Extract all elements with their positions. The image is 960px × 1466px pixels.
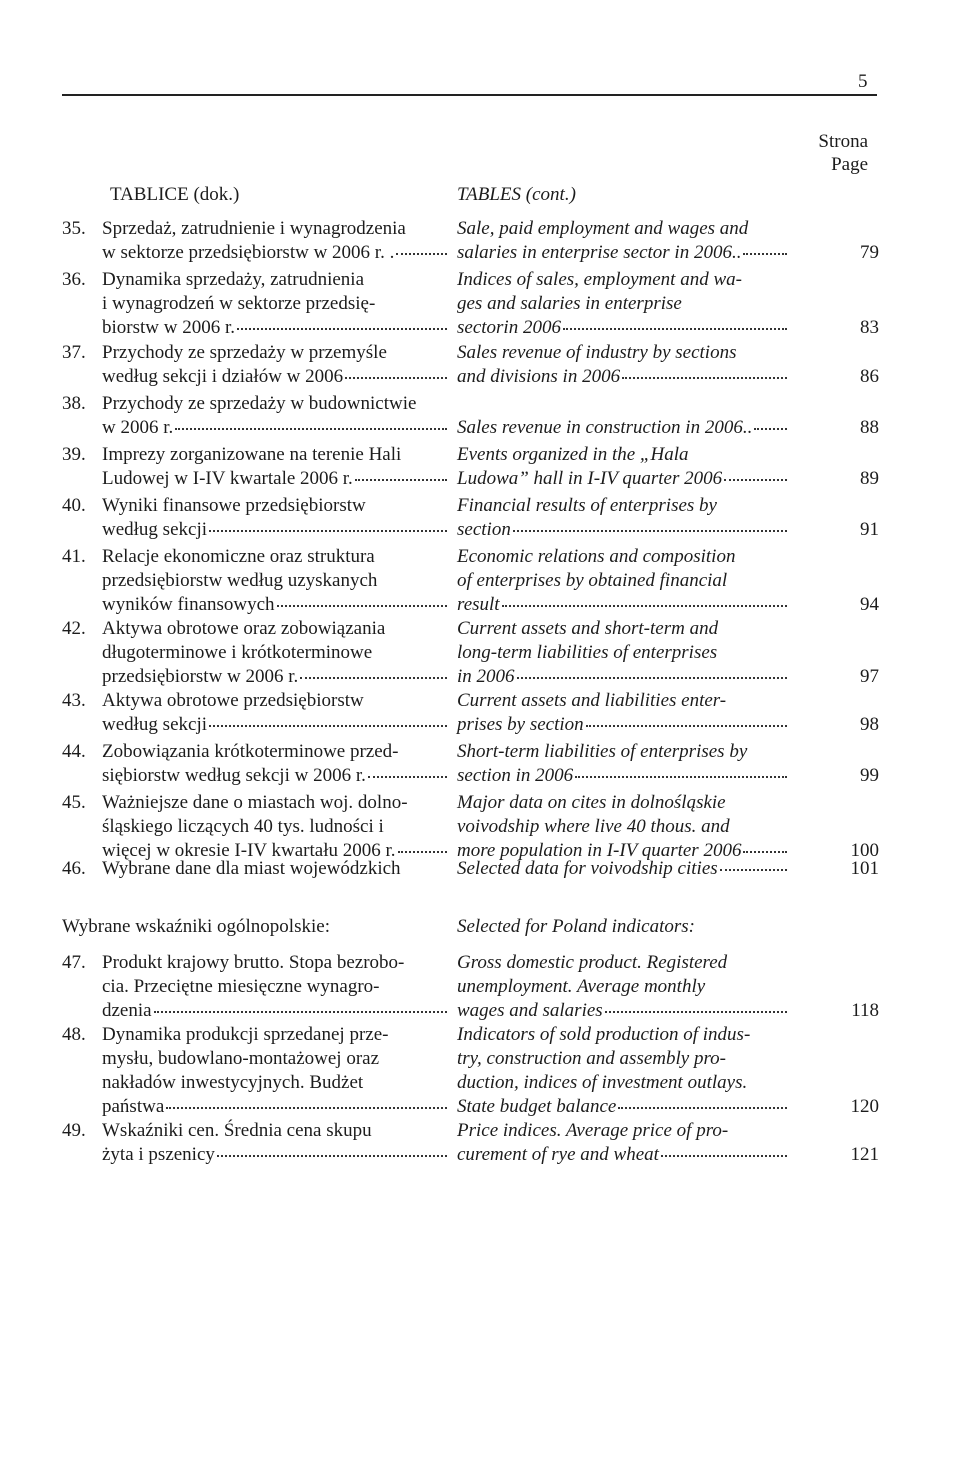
toc-line: section xyxy=(457,519,511,540)
toc-entry-title-en xyxy=(457,951,787,1023)
toc-line: wyników finansowych xyxy=(102,594,275,615)
toc-line: duction, indices of investment outlays. xyxy=(457,1072,748,1093)
toc-entry-number: 35. xyxy=(62,218,86,239)
section-heading-en: Selected for Poland indicators: xyxy=(457,916,695,937)
dot-leader xyxy=(618,1095,787,1109)
dot-leader xyxy=(720,857,787,871)
toc-line: wages and salaries xyxy=(457,1000,603,1021)
toc-entry-title-pl xyxy=(102,689,447,737)
toc-line: Dynamika produkcji sprzedanej prze- xyxy=(102,1024,389,1045)
toc-line: w 2006 r. xyxy=(102,417,174,438)
toc-entry-number: 41. xyxy=(62,546,86,567)
toc-entry-page: 79 xyxy=(860,242,879,263)
toc-line: Ludowa” hall in I-IV quarter 2006 xyxy=(457,468,723,489)
toc-entry-number: 44. xyxy=(62,741,86,762)
toc-line: śląskiego liczących 40 tys. ludności i xyxy=(102,816,384,837)
toc-line: w sektorze przedsiębiorstw w 2006 r. . xyxy=(102,242,395,263)
toc-entry-title-pl xyxy=(102,1119,447,1167)
toc-line: result xyxy=(457,594,500,615)
toc-entry-page: 120 xyxy=(850,1096,879,1117)
toc-line: try, construction and assembly pro- xyxy=(457,1048,726,1069)
dot-leader xyxy=(398,839,447,853)
toc-entry-number: 39. xyxy=(62,444,86,465)
toc-entry-title-pl xyxy=(102,857,447,881)
dot-leader xyxy=(237,316,447,330)
toc-line: Wyniki finansowe przedsiębiorstw xyxy=(102,495,366,516)
toc-entry-number: 49. xyxy=(62,1120,86,1141)
toc-line: more population in I-IV quarter 2006 xyxy=(457,840,742,861)
toc-line: Aktywa obrotowe przedsiębiorstw xyxy=(102,690,364,711)
toc-line: voivodship where live 40 thous. and xyxy=(457,816,730,837)
toc-entry-title-en xyxy=(457,268,787,340)
toc-line: unemployment. Average monthly xyxy=(457,976,706,997)
toc-entry-page: 94 xyxy=(860,594,879,615)
toc-entry-page: 121 xyxy=(850,1144,879,1165)
dot-leader xyxy=(575,764,787,778)
toc-line: długoterminowe i krótkoterminowe xyxy=(102,642,373,663)
dot-leader xyxy=(724,467,787,481)
dot-leader xyxy=(517,665,787,679)
dot-leader xyxy=(743,839,787,853)
toc-entry-title-pl xyxy=(102,268,447,340)
toc-entry-page: 88 xyxy=(860,417,879,438)
toc-entry-title-pl xyxy=(102,392,447,440)
toc-line: Ludowej w I-IV kwartale 2006 r. xyxy=(102,468,353,489)
toc-line: ges and salaries in enterprise xyxy=(457,293,682,314)
toc-entry-title-pl xyxy=(102,545,447,617)
toc-entry-page: 89 xyxy=(860,468,879,489)
toc-line: Sale, paid employment and wages and xyxy=(457,218,749,239)
toc-line: Indicators of sold production of indus- xyxy=(457,1024,751,1045)
toc-entry-title-en xyxy=(457,857,787,881)
toc-entry-title-en xyxy=(457,545,787,617)
dot-leader xyxy=(175,416,447,430)
toc-entry-page: 101 xyxy=(850,858,879,879)
toc-entry-title-pl xyxy=(102,1023,447,1119)
section-heading-pl: Wybrane wskaźniki ogólnopolskie: xyxy=(62,916,330,937)
toc-line: żyta i pszenicy xyxy=(102,1144,215,1165)
toc-entry-title-en xyxy=(457,617,787,689)
toc-entry-number: 43. xyxy=(62,690,86,711)
toc-line: Major data on cites in dolnośląskie xyxy=(457,792,726,813)
toc-line: Price indices. Average price of pro- xyxy=(457,1120,729,1141)
toc-line: Current assets and liabilities enter- xyxy=(457,690,727,711)
toc-entry-title-pl xyxy=(102,341,447,389)
page-number: 5 xyxy=(858,71,868,92)
toc-entry-title-pl xyxy=(102,443,447,491)
toc-line: Relacje ekonomiczne oraz struktura xyxy=(102,546,375,567)
dot-leader xyxy=(355,467,447,481)
dot-leader xyxy=(277,593,447,607)
dot-leader xyxy=(396,241,447,255)
toc-line: Dynamika sprzedaży, zatrudnienia xyxy=(102,269,365,290)
toc-entry-page: 86 xyxy=(860,366,879,387)
toc-entry-title-pl xyxy=(102,617,447,689)
toc-line: Events organized in the „Hala xyxy=(457,444,689,465)
toc-line: and divisions in 2006 xyxy=(457,366,621,387)
toc-entry-title-pl xyxy=(102,494,447,542)
toc-line: curement of rye and wheat xyxy=(457,1144,659,1165)
toc-line: State budget balance xyxy=(457,1096,617,1117)
toc-entry-title-pl xyxy=(102,740,447,788)
toc-line: Financial results of enterprises by xyxy=(457,495,717,516)
toc-line: of enterprises by obtained financial xyxy=(457,570,728,591)
toc-line: Economic relations and composition xyxy=(457,546,736,567)
toc-line: według sekcji xyxy=(102,714,208,735)
dot-leader xyxy=(217,1143,447,1157)
dot-leader xyxy=(622,365,787,379)
dot-leader xyxy=(513,518,787,532)
toc-line: siębiorstw według sekcji w 2006 r. xyxy=(102,765,366,786)
toc-entry-number: 42. xyxy=(62,618,86,639)
toc-line: mysłu, budowlano-montażowej oraz xyxy=(102,1048,380,1069)
dot-leader xyxy=(166,1095,447,1109)
column-header-pl: Strona xyxy=(818,131,868,152)
toc-line: Sales revenue of industry by sections xyxy=(457,342,737,363)
toc-line: Gross domestic product. Registered xyxy=(457,952,728,973)
toc-line: według sekcji i działów w 2006 xyxy=(102,366,344,387)
toc-line: więcej w okresie I-IV kwartału 2006 r. xyxy=(102,840,396,861)
toc-line: long-term liabilities of enterprises xyxy=(457,642,718,663)
dot-leader xyxy=(502,593,787,607)
toc-line: Sprzedaż, zatrudnienie i wynagrodzenia xyxy=(102,218,406,239)
toc-entry-number: 47. xyxy=(62,952,86,973)
toc-line: Produkt krajowy brutto. Stopa bezrobo- xyxy=(102,952,405,973)
toc-line: in 2006 xyxy=(457,666,515,687)
toc-entry-title-en xyxy=(457,341,787,389)
toc-entry-page: 83 xyxy=(860,317,879,338)
dot-leader xyxy=(743,241,787,255)
toc-entry-page: 97 xyxy=(860,666,879,687)
column-header-en: Page xyxy=(831,154,868,175)
dot-leader xyxy=(563,316,787,330)
toc-line: biorstw w 2006 r. xyxy=(102,317,235,338)
dot-leader xyxy=(754,416,787,430)
toc-line: państwa xyxy=(102,1096,165,1117)
toc-line: Przychody ze sprzedaży w przemyśle xyxy=(102,342,387,363)
toc-entry-title-en xyxy=(457,689,787,737)
toc-entry-title-en xyxy=(457,443,787,491)
toc-entry-title-en xyxy=(457,392,787,440)
dot-leader xyxy=(300,665,447,679)
tables-heading-pl: TABLICE (dok.) xyxy=(110,184,240,205)
toc-entry-number: 38. xyxy=(62,393,86,414)
dot-leader xyxy=(209,518,447,532)
page-column-header xyxy=(700,130,868,176)
toc-line: Zobowiązania krótkoterminowe przed- xyxy=(102,741,399,762)
toc-entry-title-en xyxy=(457,791,787,863)
dot-leader xyxy=(586,713,787,727)
toc-line: Imprezy zorganizowane na terenie Hali xyxy=(102,444,402,465)
toc-line: dzenia xyxy=(102,1000,152,1021)
toc-line: Short-term liabilities of enterprises by xyxy=(457,741,748,762)
toc-line: Ważniejsze dane o miastach woj. dolno- xyxy=(102,792,408,813)
toc-entry-title-en xyxy=(457,1119,787,1167)
toc-line: Indices of sales, employment and wa- xyxy=(457,269,742,290)
toc-entry-page: 98 xyxy=(860,714,879,735)
toc-entry-number: 46. xyxy=(62,858,86,879)
toc-entry-number: 48. xyxy=(62,1024,86,1045)
toc-line: Wskaźniki cen. Średnia cena skupu xyxy=(102,1120,372,1141)
header-rule xyxy=(62,94,877,96)
toc-entry-page: 99 xyxy=(860,765,879,786)
toc-line: nakładów inwestycyjnych. Budżet xyxy=(102,1072,364,1093)
toc-entry-title-en xyxy=(457,494,787,542)
toc-line: przedsiębiorstw według uzyskanych xyxy=(102,570,378,591)
toc-line: cia. Przeciętne miesięczne wynagro- xyxy=(102,976,380,997)
toc-line: Selected data for voivodship cities xyxy=(457,858,718,879)
toc-entry-page: 91 xyxy=(860,519,879,540)
dot-leader xyxy=(661,1143,787,1157)
dot-leader xyxy=(345,365,447,379)
toc-line: i wynagrodzeń w sektorze przedsię- xyxy=(102,293,376,314)
toc-entry-title-en xyxy=(457,217,787,265)
dot-leader xyxy=(368,764,447,778)
toc-entry-title-pl xyxy=(102,791,447,863)
toc-line: sectorin 2006 xyxy=(457,317,561,338)
toc-entry-number: 45. xyxy=(62,792,86,813)
toc-line: section in 2006 xyxy=(457,765,574,786)
toc-entry-title-pl xyxy=(102,217,447,265)
toc-line: według sekcji xyxy=(102,519,208,540)
dot-leader xyxy=(154,999,447,1013)
tables-heading-en: TABLES (cont.) xyxy=(457,184,576,205)
toc-entry-title-en xyxy=(457,1023,787,1119)
toc-line: Sales revenue in construction in 2006.. xyxy=(457,417,753,438)
toc-entry-number: 36. xyxy=(62,269,86,290)
toc-entry-number: 37. xyxy=(62,342,86,363)
toc-line: Wybrane dane dla miast wojewódzkich xyxy=(102,858,401,879)
toc-entry-page: 100 xyxy=(850,840,879,861)
toc-line: Przychody ze sprzedaży w budownictwie xyxy=(102,393,417,414)
toc-entry-title-pl xyxy=(102,951,447,1023)
toc-entry-title-en xyxy=(457,740,787,788)
toc-line: przedsiębiorstw w 2006 r. xyxy=(102,666,299,687)
toc-line: Current assets and short-term and xyxy=(457,618,719,639)
toc-entry-page: 118 xyxy=(851,1000,879,1021)
dot-leader xyxy=(605,999,787,1013)
toc-line: prises by section xyxy=(457,714,584,735)
toc-entry-number: 40. xyxy=(62,495,86,516)
toc-line: Aktywa obrotowe oraz zobowiązania xyxy=(102,618,386,639)
toc-line: salaries in enterprise sector in 2006.. xyxy=(457,242,742,263)
dot-leader xyxy=(209,713,447,727)
